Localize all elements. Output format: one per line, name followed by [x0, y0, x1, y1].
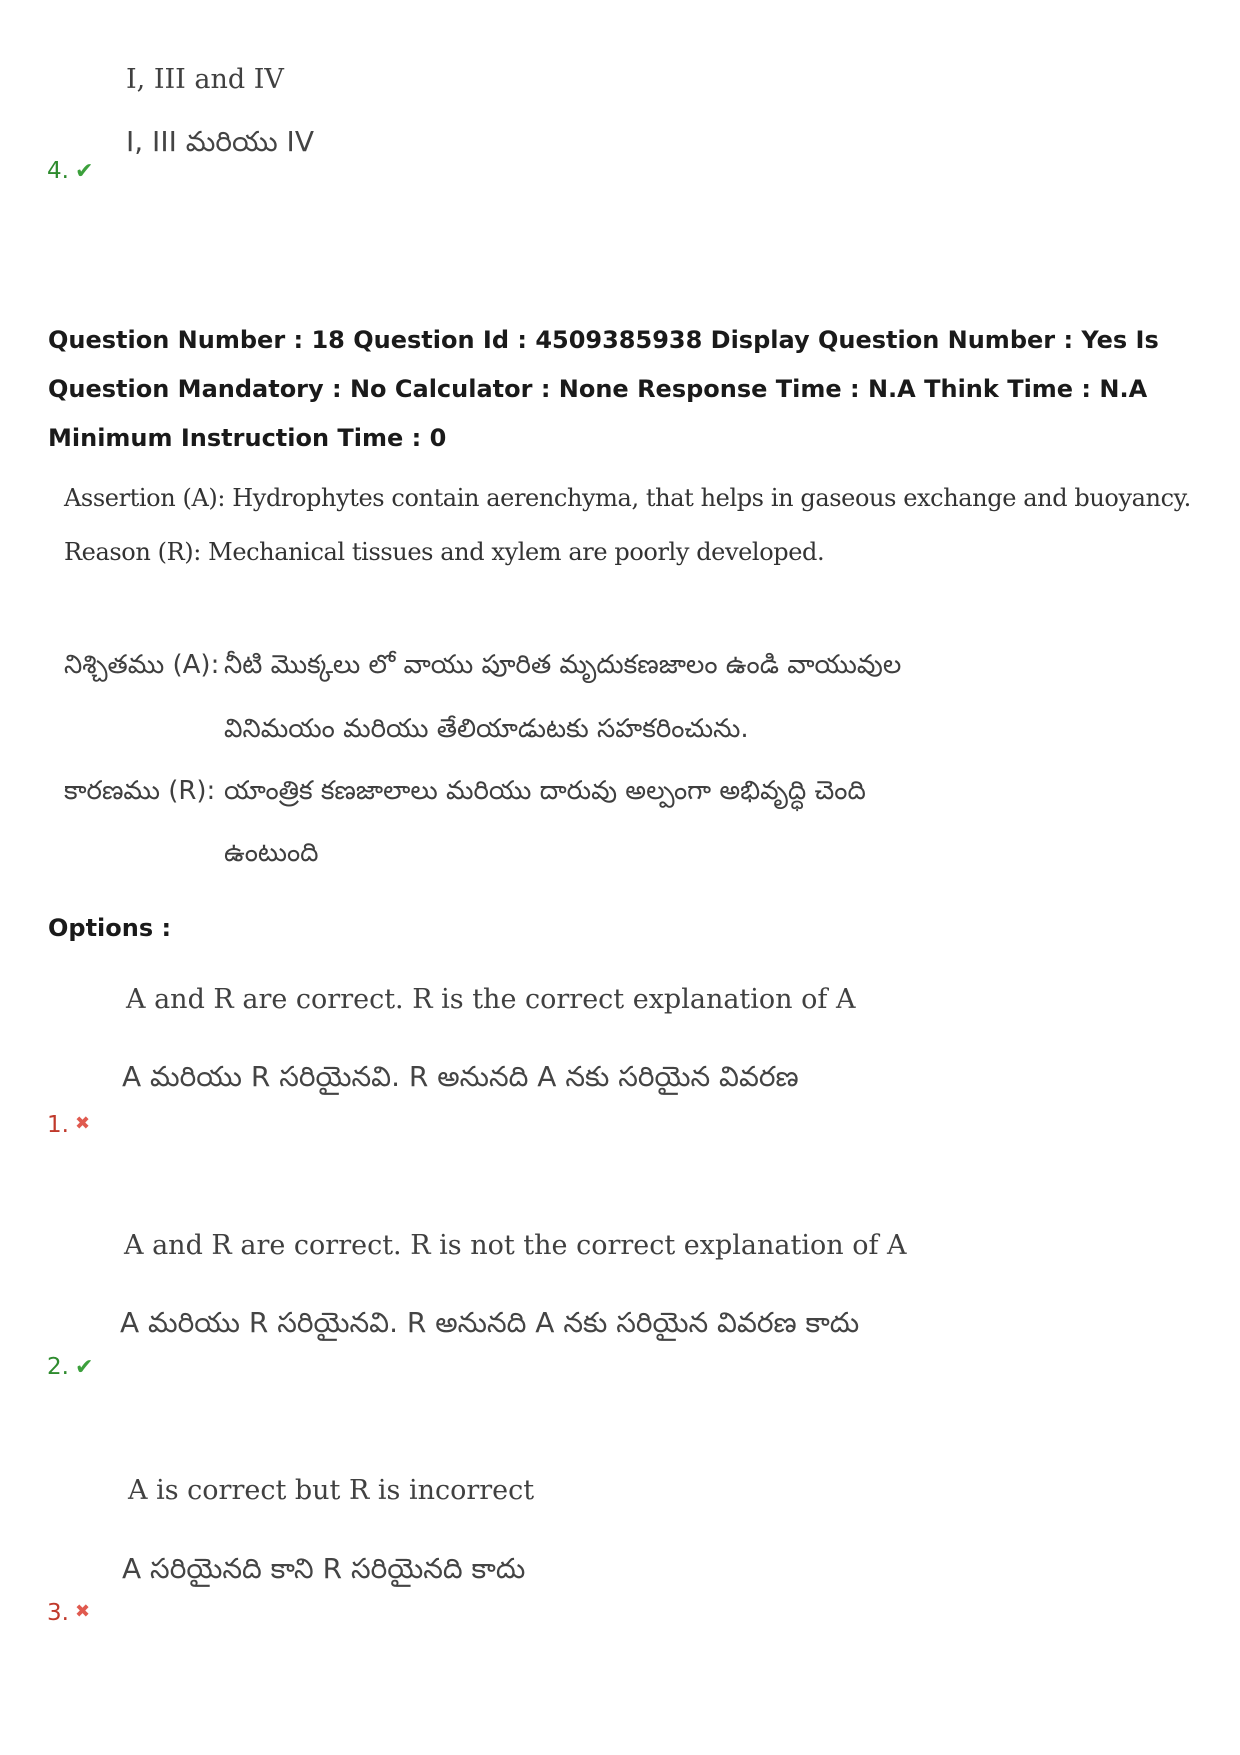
assertion-telugu-label: నిశ్చితము (A): — [64, 650, 220, 680]
option-1-number — [47, 1112, 90, 1138]
option-number-label: 4. — [47, 158, 69, 184]
reason-telugu-text1: యాంత్రిక కణజాలాలు మరియు దారువు అల్పంగా అభివృద్ధి చెంది — [224, 776, 866, 806]
cross-icon: ✖ — [74, 1601, 91, 1622]
option-number-label: 1. — [47, 1112, 69, 1138]
cross-icon: ✖ — [74, 1113, 91, 1134]
reason-telugu-line2: ఉంటుంది — [224, 838, 319, 868]
assertion-telugu-line2: వినిమయం మరియు తేలియాడుటకు సహకరించును. — [224, 714, 749, 744]
assertion-telugu-text1: నీటి మొక్కలు లో వాయు పూరిత మృదుకణజాలం ఉండి వాయువుల — [224, 650, 902, 680]
check-icon: ✔ — [74, 159, 94, 184]
option-2-english: A and R are correct. R is not the correct explanation of A — [124, 1230, 907, 1261]
prev-option-4-telugu: I, III మరియు IV — [126, 125, 314, 158]
option-3-english: A is correct but R is incorrect — [128, 1475, 535, 1506]
check-icon: ✔ — [74, 1355, 94, 1380]
prev-option-4-number — [47, 158, 93, 184]
prev-option-4-english: I, III and IV — [126, 64, 284, 95]
options-label: Options : — [48, 914, 172, 942]
option-number-label: 2. — [47, 1354, 69, 1380]
option-1-telugu: A మరియు R సరియైనవి. R అనునది A నకు సరియైన వివరణ — [122, 1060, 799, 1093]
assertion-telugu-line1 — [64, 650, 901, 686]
reason-english: Reason (R): Mechanical tissues and xylem are poorly developed. — [64, 538, 825, 566]
question-meta: Question Number : 18 Question Id : 4509385938 Display Question Number : Yes Is Question Mandatory : No Calculator : None Response Time : N.A Think Time : N.A Minimum Instruction Time : 0 — [48, 326, 1159, 452]
option-2-telugu: A మరియు R సరియైనవి. R అనునది A నకు సరియైన వివరణ కాదు — [120, 1306, 860, 1339]
option-3-number — [47, 1600, 90, 1626]
option-1-english: A and R are correct. R is the correct explanation of A — [126, 984, 856, 1015]
option-2-number — [47, 1354, 93, 1380]
assertion-english: Assertion (A): Hydrophytes contain aerenchyma, that helps in gaseous exchange and buoyancy. — [64, 484, 1191, 512]
reason-telugu-line1 — [64, 776, 866, 812]
option-number-label: 3. — [47, 1600, 69, 1626]
reason-telugu-label: కారణము (R): — [64, 776, 216, 806]
option-3-telugu: A సరియైనది కాని R సరియైనది కాదు — [122, 1552, 526, 1585]
